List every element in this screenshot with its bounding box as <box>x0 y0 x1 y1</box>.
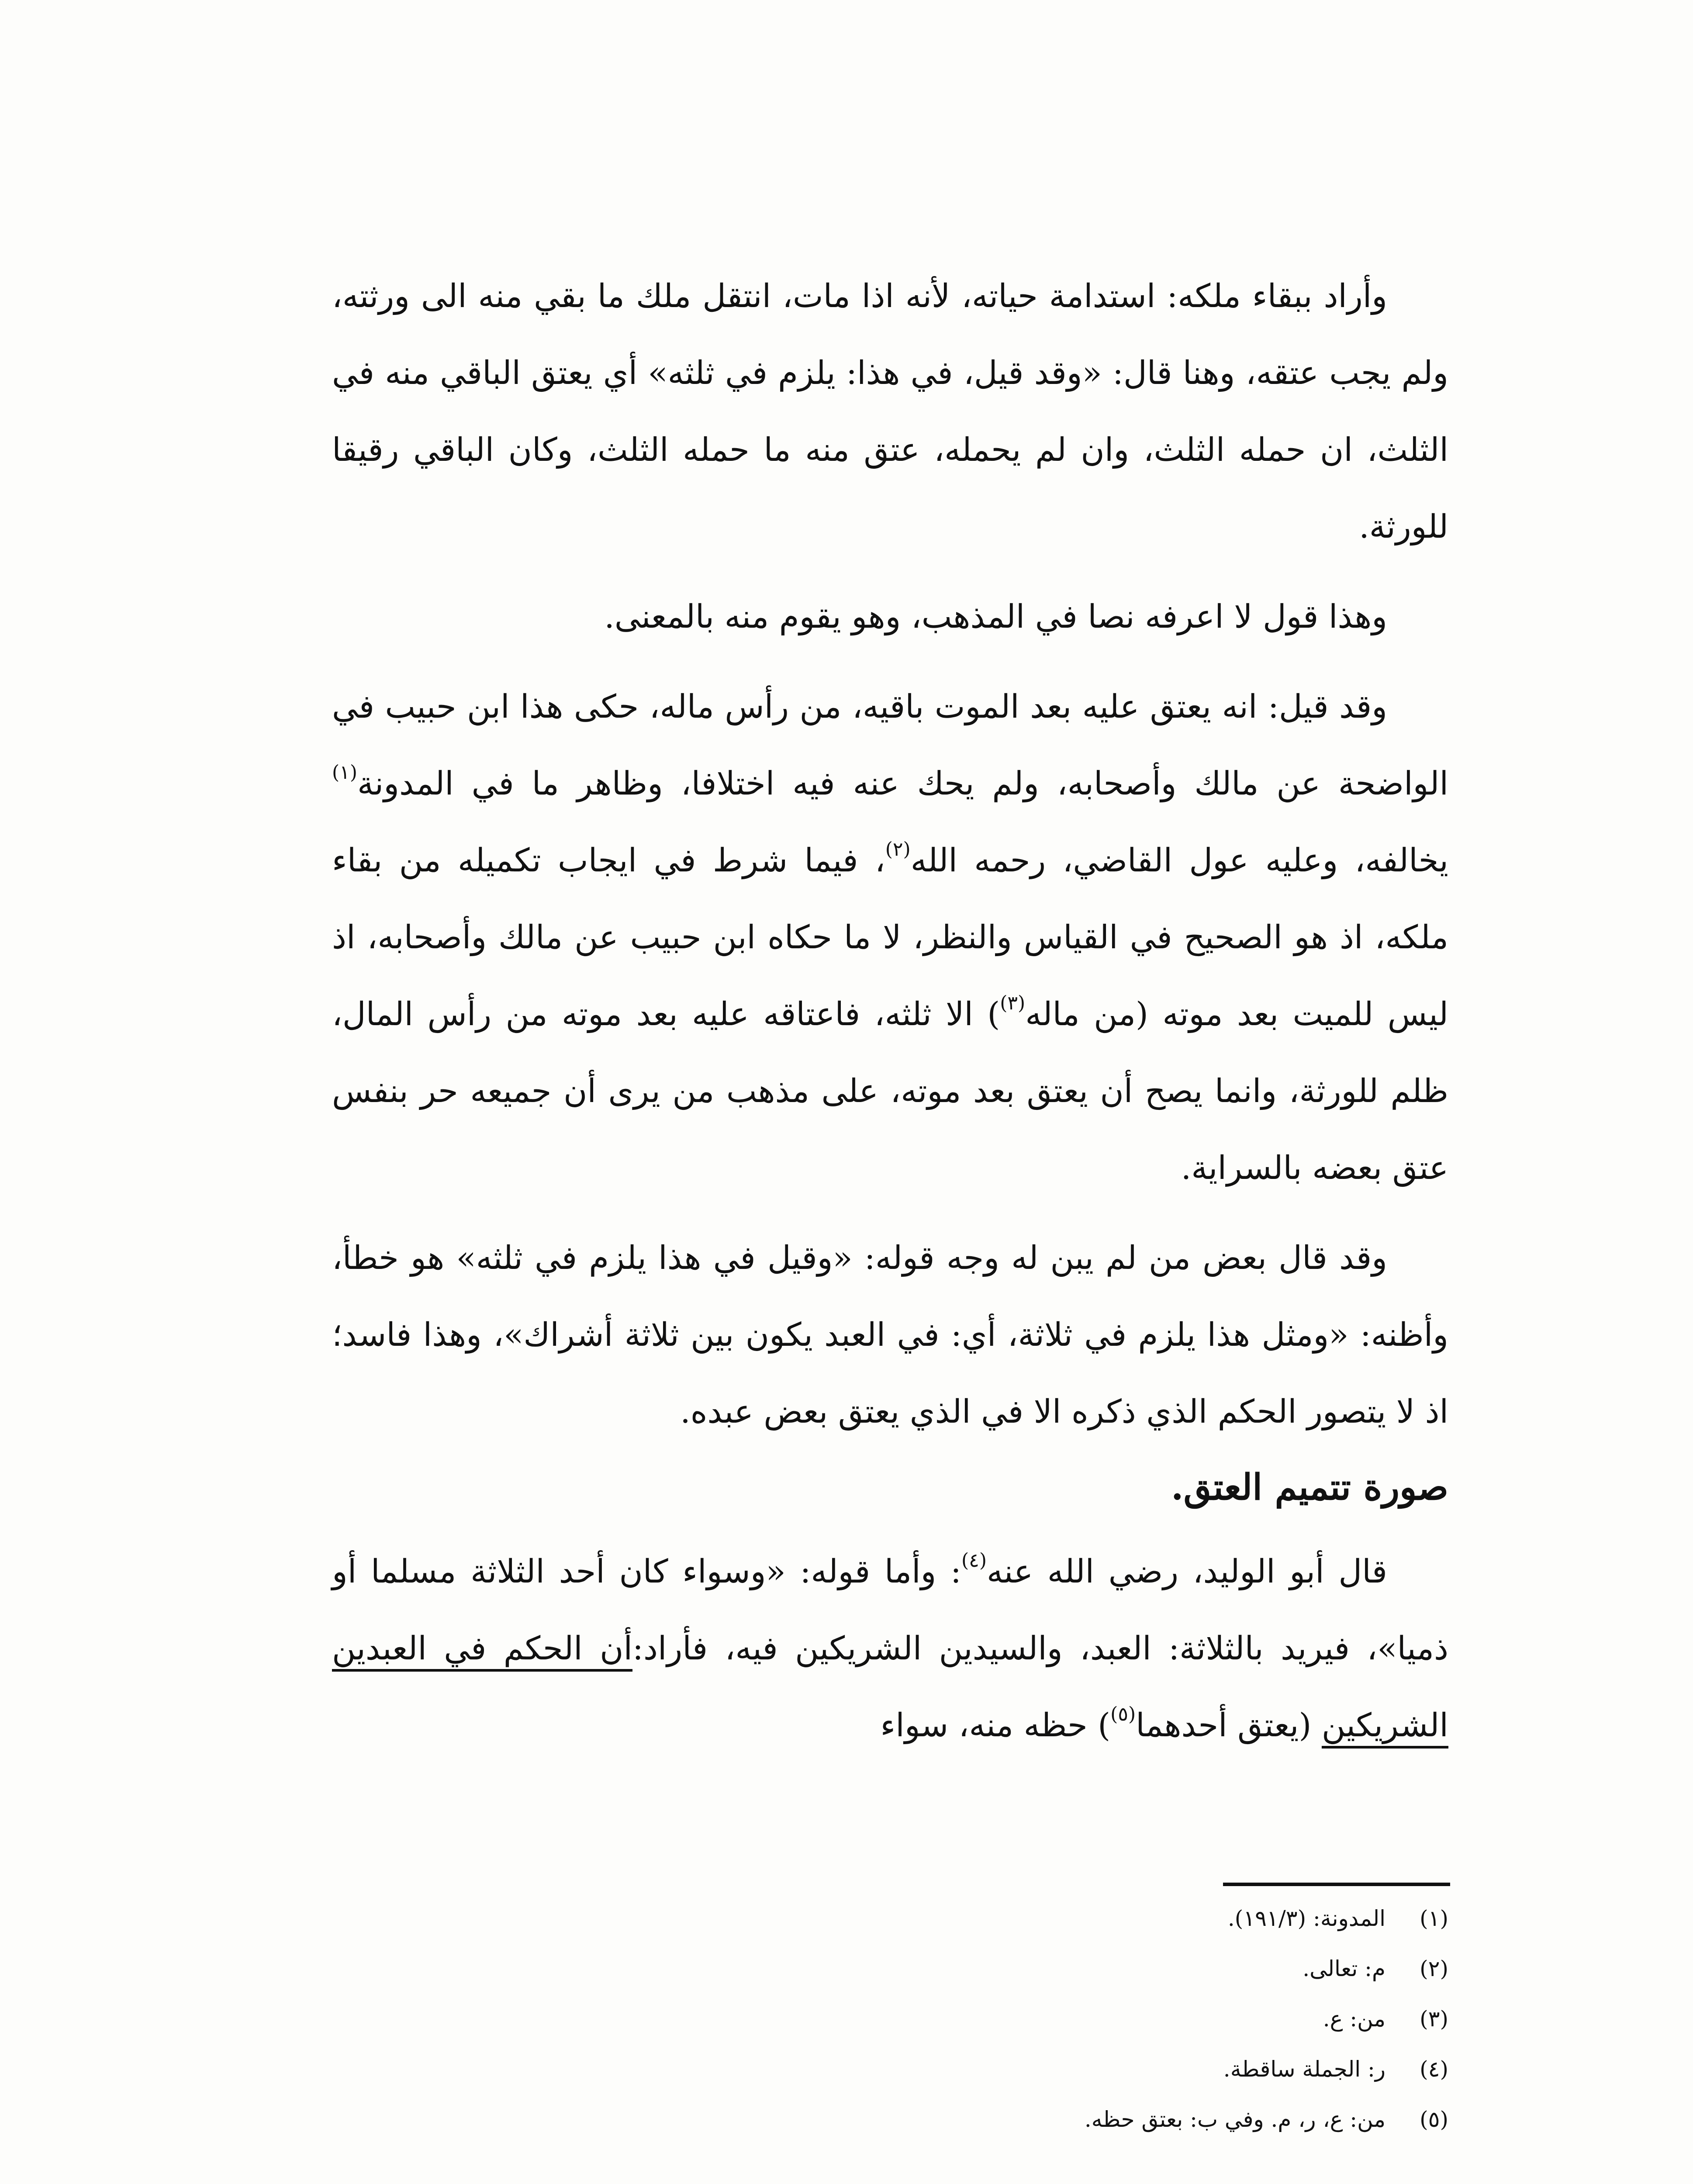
section-heading: صورة تتميم العتق. <box>1171 1466 1448 1508</box>
paragraph-3 <box>332 668 1448 1206</box>
paragraph-2: وهذا قول لا اعرفه نصا في المذهب، وهو يقوم منه بالمعنى. <box>604 598 1387 636</box>
footnote-separator <box>1223 1883 1450 1886</box>
paragraph-4: وقد قال بعض من لم يبن له وجه قوله: «وقيل في هذا يلزم في ثلثه» هو خطأ، وأظنه: «ومثل هذا يلزم في ثلاثة، أي: في العبد يكون بين ثلاثة أشراك»، وهذا فاسد؛ اذ لا يتصور الحكم الذي ذكره الا في الذي يعتق بعض عبده. <box>332 1239 1448 1431</box>
footnote-ref-5: (٥) <box>1110 1703 1136 1725</box>
footnote-text: ر: الجملة ساقطة. <box>1223 2056 1385 2082</box>
footnote-text: من: ع. <box>1323 2006 1385 2032</box>
paragraph-1: وأراد ببقاء ملكه: استدامة حياته، لأنه اذا مات، انتقل ملك ما بقي منه الى ورثته، ولم يجب عتقه، وهنا قال: «وقد قيل، في هذا: يلزم في ثلثه» أي يعتق الباقي منه في الثلث، ان حمله الثلث، وان لم يحمله، عتق منه ما حمله الثلث، وكان الباقي رقيقا للورثة. <box>332 277 1448 546</box>
footnote-text: من: ع، ر، م. وفي ب: بعتق حظه. <box>1084 2107 1385 2132</box>
footnote-5 <box>837 2094 1448 2145</box>
paragraph-5-part-2: : وأما قوله: «وسواء كان أحد الثلاثة مسلما أو ذميا»، فيريد بالثلاثة: العبد، والسيدين الشريكين فيه، فأراد: <box>332 1553 1448 1667</box>
paragraph-5 <box>332 1533 1448 1764</box>
footnotes <box>837 1894 1448 2145</box>
underlined-phrase: أن الحكم في العبدين الشريكين <box>332 1630 1448 1744</box>
footnote-3 <box>837 1994 1448 2044</box>
paragraph-3-part-4: ) الا ثلثه، فاعتاقه عليه بعد موته من رأس المال، ظلم للورثة، وانما يصح أن يعتق بعد موته، على مذهب من يرى أن جميعه حر بنفس عتق بعضه بالسراية. <box>332 995 1448 1187</box>
footnote-number: (١) <box>1420 1906 1448 1931</box>
footnote-1 <box>837 1894 1448 1944</box>
footnote-2 <box>837 1944 1448 1994</box>
footnote-number: (٣) <box>1420 2006 1448 2032</box>
footnote-text: م: تعالى. <box>1303 1956 1385 1981</box>
footnote-ref-3: (٣) <box>1000 992 1026 1014</box>
paragraph-5-part-1: قال أبو الوليد، رضي الله عنه <box>986 1553 1388 1590</box>
paragraph-3-part-3: ، فيما شرط في ايجاب تكميله من بقاء ملكه، اذ هو الصحيح في القياس والنظر، لا ما حكاه ابن حبيب عن مالك وأصحابه، اذ ليس للميت بعد موته (من ماله <box>332 842 1448 1033</box>
paragraph-3-part-2: يخالفه، وعليه عول القاضي، رحمه الله <box>910 842 1448 879</box>
footnote-number: (٢) <box>1420 1956 1448 1981</box>
paragraph-5-part-3: (يعتق أحدهما <box>1136 1707 1322 1744</box>
footnote-number: (٥) <box>1420 2107 1448 2132</box>
footnote-4 <box>837 2044 1448 2094</box>
footnote-ref-1: (١) <box>332 761 357 784</box>
footnote-text: المدونة: (١٩١/٣). <box>1227 1906 1385 1931</box>
footnote-number: (٤) <box>1420 2056 1448 2082</box>
main-text <box>332 258 1448 1777</box>
paragraph-3-part-1: وقد قيل: انه يعتق عليه بعد الموت باقيه، من رأس ماله، حكى هذا ابن حبيب في الواضحة عن مالك وأصحابه، ولم يحك عنه فيه اختلافا، وظاهر ما في المدونة <box>332 688 1448 802</box>
footnote-ref-4: (٤) <box>961 1549 987 1572</box>
footnote-ref-2: (٢) <box>885 838 911 860</box>
paragraph-5-part-4: ) حظه منه، سواء <box>880 1707 1111 1744</box>
